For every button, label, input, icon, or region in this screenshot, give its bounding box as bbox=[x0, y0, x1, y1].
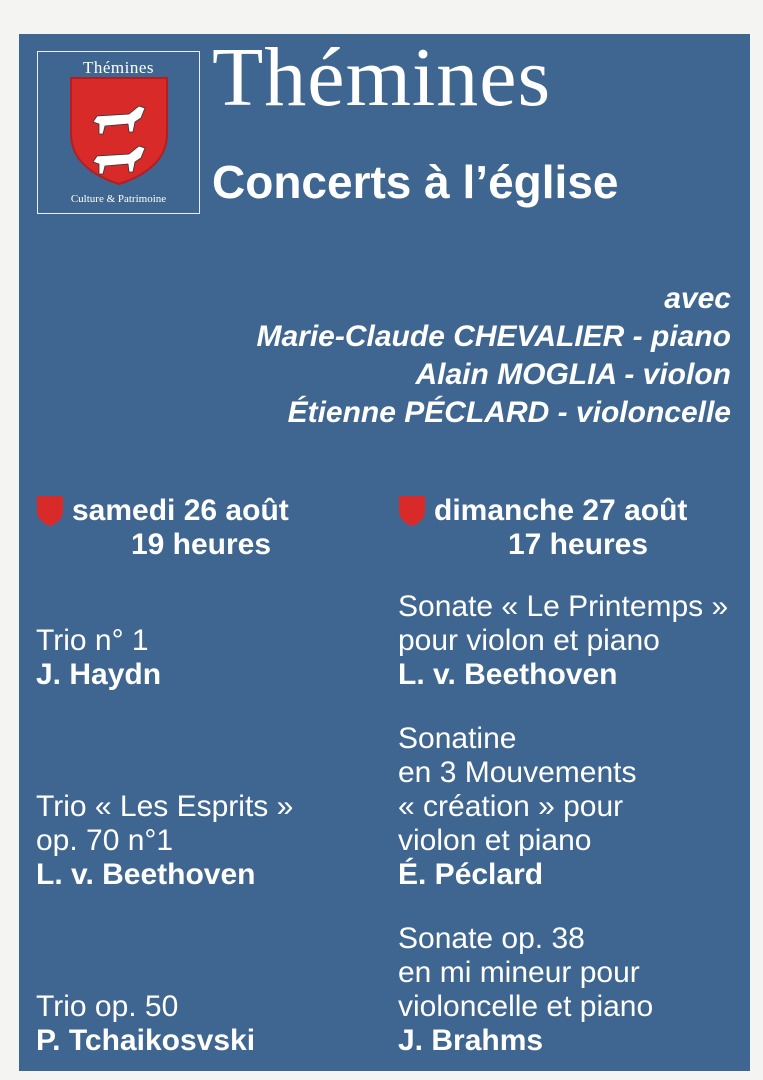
composer: P. Tchaikosvski bbox=[36, 1024, 256, 1057]
logo-bottom-text: Culture & Patrimoine bbox=[70, 193, 167, 205]
work-title: Trio op. 50 bbox=[36, 990, 179, 1023]
program-item bbox=[398, 590, 728, 692]
page-title: Thémines bbox=[212, 31, 552, 124]
shield-icon bbox=[36, 495, 64, 527]
culture-patrimoine-logo bbox=[37, 51, 200, 214]
concert-date: dimanche 27 août bbox=[434, 494, 688, 527]
shield-icon bbox=[398, 495, 426, 527]
composer: J. Haydn bbox=[36, 658, 162, 691]
composer: J. Brahms bbox=[398, 1024, 544, 1057]
composer: L. v. Beethoven bbox=[398, 658, 618, 691]
work-title: op. 70 n°1 bbox=[36, 824, 174, 857]
program-item bbox=[398, 722, 636, 892]
performers-intro: avec bbox=[664, 282, 731, 315]
work-title: en 3 Mouvements bbox=[398, 756, 637, 789]
work-title: Sonatine bbox=[398, 722, 517, 755]
work-title: Trio n° 1 bbox=[36, 624, 149, 657]
concert-time: 17 heures bbox=[507, 528, 649, 561]
composer: L. v. Beethoven bbox=[36, 858, 256, 891]
performer-line: Étienne PÉCLARD - violoncelle bbox=[287, 396, 731, 429]
work-title: en mi mineur pour bbox=[398, 956, 640, 989]
concert-time: 19 heures bbox=[130, 528, 272, 561]
work-title: pour violon et piano bbox=[398, 624, 660, 657]
logo-top-text: Thémines bbox=[82, 58, 155, 77]
concert-day-saturday bbox=[36, 494, 346, 562]
concert-day-sunday bbox=[398, 494, 738, 562]
program-item bbox=[398, 922, 653, 1058]
page-subtitle: Concerts à l’église bbox=[212, 156, 619, 208]
coat-of-arms-shield-icon bbox=[69, 76, 169, 186]
work-title: Sonate « Le Printemps » bbox=[398, 590, 729, 623]
concert-date: samedi 26 août bbox=[72, 494, 289, 527]
work-title: Trio « Les Esprits » bbox=[36, 790, 294, 823]
program-item bbox=[36, 790, 293, 892]
performer-line: Alain MOGLIA - violon bbox=[415, 358, 731, 391]
composer: É. Péclard bbox=[398, 858, 544, 891]
work-title: violoncelle et piano bbox=[398, 990, 654, 1023]
program-item bbox=[36, 624, 161, 692]
program-item bbox=[36, 990, 255, 1058]
performer-line: Marie-Claude CHEVALIER - piano bbox=[256, 320, 731, 353]
work-title: violon et piano bbox=[398, 824, 592, 857]
work-title: Sonate op. 38 bbox=[398, 922, 585, 955]
performers-block bbox=[257, 280, 732, 432]
work-title: « création » pour bbox=[398, 790, 624, 823]
